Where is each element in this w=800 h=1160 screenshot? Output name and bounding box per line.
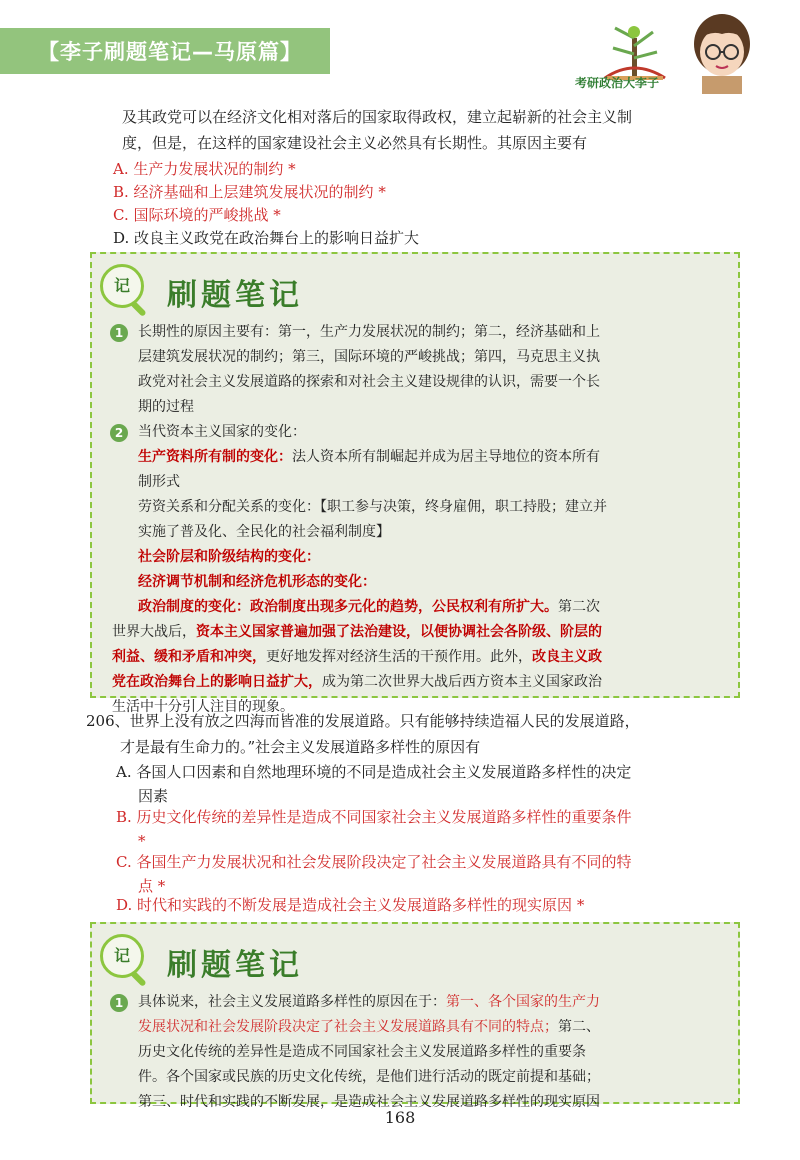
answer-mark: * — [138, 832, 146, 850]
page-number: 168 — [384, 1108, 416, 1127]
note-text: 第二次 — [558, 599, 600, 615]
study-note-box — [90, 252, 740, 715]
option-text: 点 * — [138, 877, 166, 895]
header-title: 【李子刷题笔记—马原篇】 — [38, 40, 302, 64]
q205-option-d — [113, 226, 419, 250]
option-text: D. 时代和实践的不断发展是造成社会主义发展道路多样性的现实原因 — [116, 896, 573, 914]
note-text: 更好地发挥对经济生活的干预作用。此外， — [266, 649, 532, 665]
note-line: 劳资关系和分配关系的变化：【职工参与决策，终身雇佣，职工持股；建立并 — [138, 499, 607, 515]
note-highlight: 党在政治舞台上的影响日益扩大， — [112, 674, 322, 690]
note-line: 生活中十分引人注目的现象。 — [112, 699, 294, 715]
note-line: 长期性的原因主要有：第一，生产力发展状况的制约；第二，经济基础和上 — [138, 324, 600, 340]
note-title: 刷题笔记 — [167, 278, 303, 313]
note-number-badge: 2 — [110, 424, 128, 442]
answer-mark: * — [288, 160, 296, 178]
note-magnifier-icon — [100, 264, 156, 320]
note-line: 第三、时代和实践的不断发展，是造成社会主义发展道路多样性的现实原因 — [138, 1094, 600, 1110]
note-line: 历史文化传统的差异性是造成不同国家社会主义发展道路多样性的重要条 — [138, 1044, 586, 1060]
q206-stem-line: 才是最有生命力的。”社会主义发展道路多样性的原因有 — [120, 738, 481, 756]
note-paragraph-2 — [138, 420, 734, 595]
brand-text: 考研政治大李子 — [575, 76, 660, 90]
note-highlight: 第一、各个国家的生产力 — [446, 994, 600, 1010]
answer-mark: * — [576, 896, 585, 914]
note2-paragraph — [138, 990, 734, 1115]
note-line: 制形式 — [138, 474, 180, 490]
note-highlight: 经济调节机制和经济危机形态的变化： — [138, 574, 376, 590]
note-line: 政党对社会主义发展道路的探索和对社会主义建设规律的认识，需要一个长 — [138, 374, 600, 390]
note-paragraph-1 — [138, 320, 734, 420]
note-line: 层建筑发展状况的制约；第三，国际环境的严峻挑战；第四，马克思主义执 — [138, 349, 600, 365]
note-text: 法人资本所有制崛起并成为居主导地位的资本所有 — [292, 449, 600, 465]
option-text: 因素 — [138, 787, 169, 805]
option-text: D. 改良主义政党在政治舞台上的影响日益扩大 — [113, 229, 420, 247]
q205-option-c — [113, 203, 281, 227]
q206-option-a — [116, 760, 746, 808]
q205-stem-line: 度，但是，在这样的国家建设社会主义必然具有长期性。其原因主要有 — [122, 134, 588, 152]
note-highlight: 利益、缓和矛盾和冲突， — [112, 649, 266, 665]
option-text: B. 历史文化传统的差异性是造成不同国家社会主义发展道路多样性的重要条件 — [116, 808, 632, 826]
note-icon-char: 记 — [100, 934, 144, 978]
note-text: 具体说来，社会主义发展道路多样性的原因在于： — [138, 994, 446, 1010]
note-text: 第二、 — [558, 1019, 600, 1035]
note-highlight: 社会阶层和阶级结构的变化： — [138, 549, 320, 565]
q205-option-a — [113, 157, 296, 181]
note-line: 件。各个国家或民族的历史文化传统，是他们进行活动的既定前提和基础； — [138, 1069, 600, 1085]
note-number-badge: 1 — [110, 324, 128, 342]
q205-stem — [122, 104, 742, 156]
option-text: C. 国际环境的严峻挑战 — [113, 206, 269, 224]
note-title: 刷题笔记 — [167, 948, 303, 983]
q206-stem — [86, 708, 746, 760]
option-text: A. 生产力发展状况的制约 — [113, 160, 284, 178]
study-note-box-2 — [90, 922, 740, 1110]
note-line: 实施了普及化、全民化的社会福利制度】 — [138, 524, 390, 540]
note-politics-paragraph — [112, 595, 734, 720]
q205-option-b — [113, 180, 386, 204]
option-text: A. 各国人口因素和自然地理环境的不同是造成社会主义发展道路多样性的决定 — [116, 763, 632, 781]
note-line: 当代资本主义国家的变化： — [138, 424, 306, 440]
answer-mark: * — [378, 183, 386, 201]
note-line: 期的过程 — [138, 399, 194, 415]
note-highlight: 改良主义政 — [532, 649, 602, 665]
note-highlight: 政治制度的变化：政治制度出现多元化的趋势，公民权利有所扩大。 — [138, 599, 558, 615]
note-highlight: 发展状况和社会发展阶段决定了社会主义发展道路具有不同的特点； — [138, 1019, 558, 1035]
q206-stem-line: 206、世界上没有放之四海而皆准的发展道路。只有能够持续造福人民的发展道路， — [86, 712, 640, 730]
note-text: 世界大战后， — [112, 624, 196, 640]
note-highlight: 资本主义国家普遍加强了法治建设，以便协调社会各阶级、阶层的 — [196, 624, 602, 640]
q206-option-d — [116, 893, 746, 917]
note-icon-char: 记 — [100, 264, 144, 308]
q206-option-b — [116, 805, 746, 853]
header-banner — [0, 28, 330, 74]
q206-option-c — [116, 850, 746, 898]
note-magnifier-icon — [100, 934, 156, 990]
note-highlight: 生产资料所有制的变化： — [138, 449, 292, 465]
note-number-badge: 1 — [110, 994, 128, 1012]
option-text: C. 各国生产力发展状况和社会发展阶段决定了社会主义发展道路具有不同的特 — [116, 853, 632, 871]
option-text: B. 经济基础和上层建筑发展状况的制约 — [113, 183, 374, 201]
note-text: 成为第二次世界大战后西方资本主义国家政治 — [322, 674, 602, 690]
answer-mark: * — [273, 206, 281, 224]
q205-stem-line: 及其政党可以在经济文化相对落后的国家取得政权，建立起崭新的社会主义制 — [122, 108, 633, 126]
avatar-icon — [682, 12, 762, 94]
